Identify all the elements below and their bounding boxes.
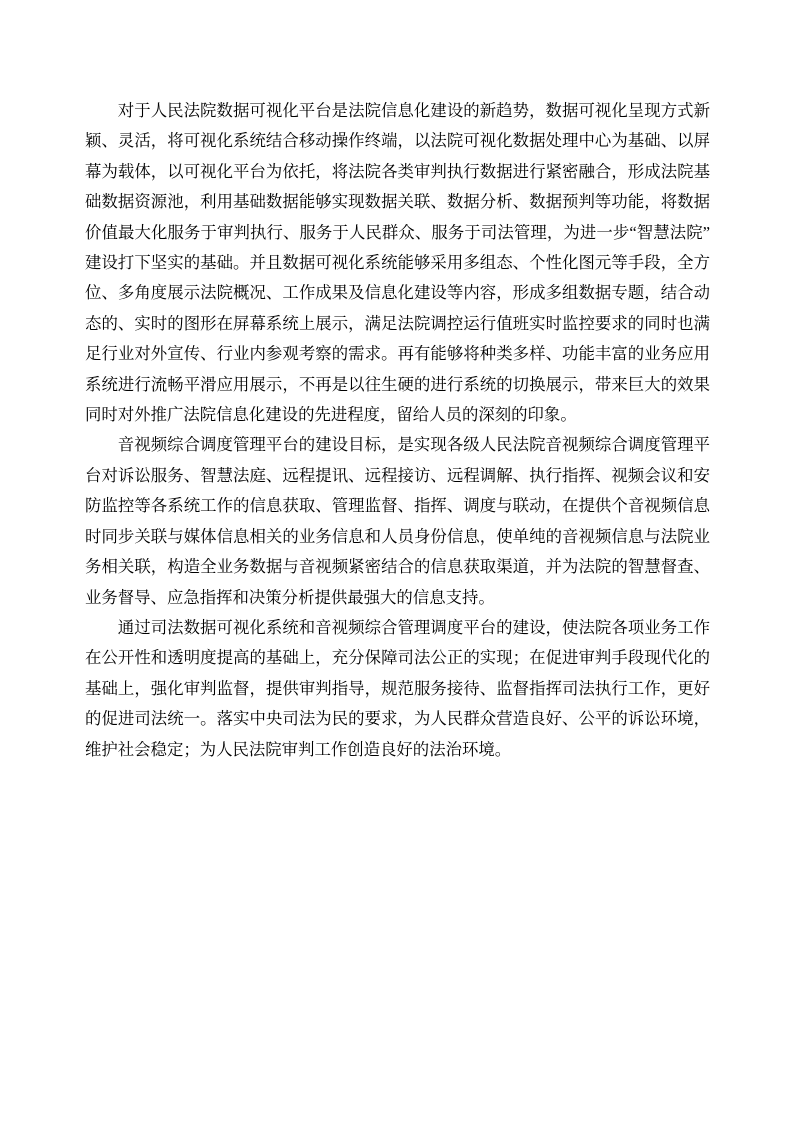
text-line: 时同步关联与媒体信息相关的业务信息和人员身份信息，使单纯的音视频信息与法院业 [85,526,710,546]
text-line: 音视频综合调度管理平台的建设目标，是实现各级人民法院音视频综合调度管理平 [117,435,710,455]
paragraph [85,96,710,430]
text-line: 维护社会稳定；为人民法院审判工作创造良好的法治环境。 [85,739,512,759]
text-line: 务相关联，构造全业务数据与音视频紧密结合的信息获取渠道，并为法院的智慧督查、 [85,557,710,577]
text-line: 颖、灵活，将可视化系统结合移动操作终端，以法院可视化数据处理中心为基础、以屏 [85,131,710,151]
text-line: 系统进行流畅平滑应用展示，不再是以往生硬的进行系统的切换展示，带来巨大的效果 [85,374,710,394]
text-line: 业务督导、应急指挥和决策分析提供最强大的信息支持。 [85,587,495,607]
text-line: 通过司法数据可视化系统和音视频综合管理调度平台的建设，使法院各项业务工作 [117,617,710,637]
document-body [85,96,710,765]
text-line: 的促进司法统一。落实中央司法为民的要求，为人民群众营造良好、公平的诉讼环境， [85,709,710,729]
text-line: 幕为载体，以可视化平台为依托，将法院各类审判执行数据进行紧密融合，形成法院基 [85,161,710,181]
text-line: 位、多角度展示法院概况、工作成果及信息化建设等内容，形成多组数据专题，结合动 [85,283,710,303]
paragraph [85,430,710,612]
text-line: 台对诉讼服务、智慧法庭、远程提讯、远程接访、远程调解、执行指挥、视频会议和安 [85,465,710,485]
text-line: 基础上，强化审判监督，提供审判指导，规范服务接待、监督指挥司法执行工作，更好 [85,678,710,698]
paragraph [85,613,710,765]
text-line: 建设打下坚实的基础。并且数据可视化系统能够采用多组态、个性化图元等手段，全方 [85,253,710,273]
text-line: 在公开性和透明度提高的基础上，充分保障司法公正的实现；在促进审判手段现代化的 [85,648,710,668]
text-line: 同时对外推广法院信息化建设的先进程度，留给人员的深刻的印象。 [85,405,577,425]
text-line: 价值最大化服务于审判执行、服务于人民群众、服务于司法管理，为进一步“智慧法院” [85,222,710,242]
text-line: 足行业对外宣传、行业内参观考察的需求。再有能够将种类多样、功能丰富的业务应用 [85,344,710,364]
text-line: 础数据资源池，利用基础数据能够实现数据关联、数据分析、数据预判等功能，将数据 [85,192,710,212]
text-line: 防监控等各系统工作的信息获取、管理监督、指挥、调度与联动，在提供个音视频信息 [85,496,710,516]
text-line: 对于人民法院数据可视化平台是法院信息化建设的新趋势，数据可视化呈现方式新 [117,101,710,120]
text-line: 态的、实时的图形在屏幕系统上展示，满足法院调控运行值班实时监控要求的同时也满 [85,313,710,333]
